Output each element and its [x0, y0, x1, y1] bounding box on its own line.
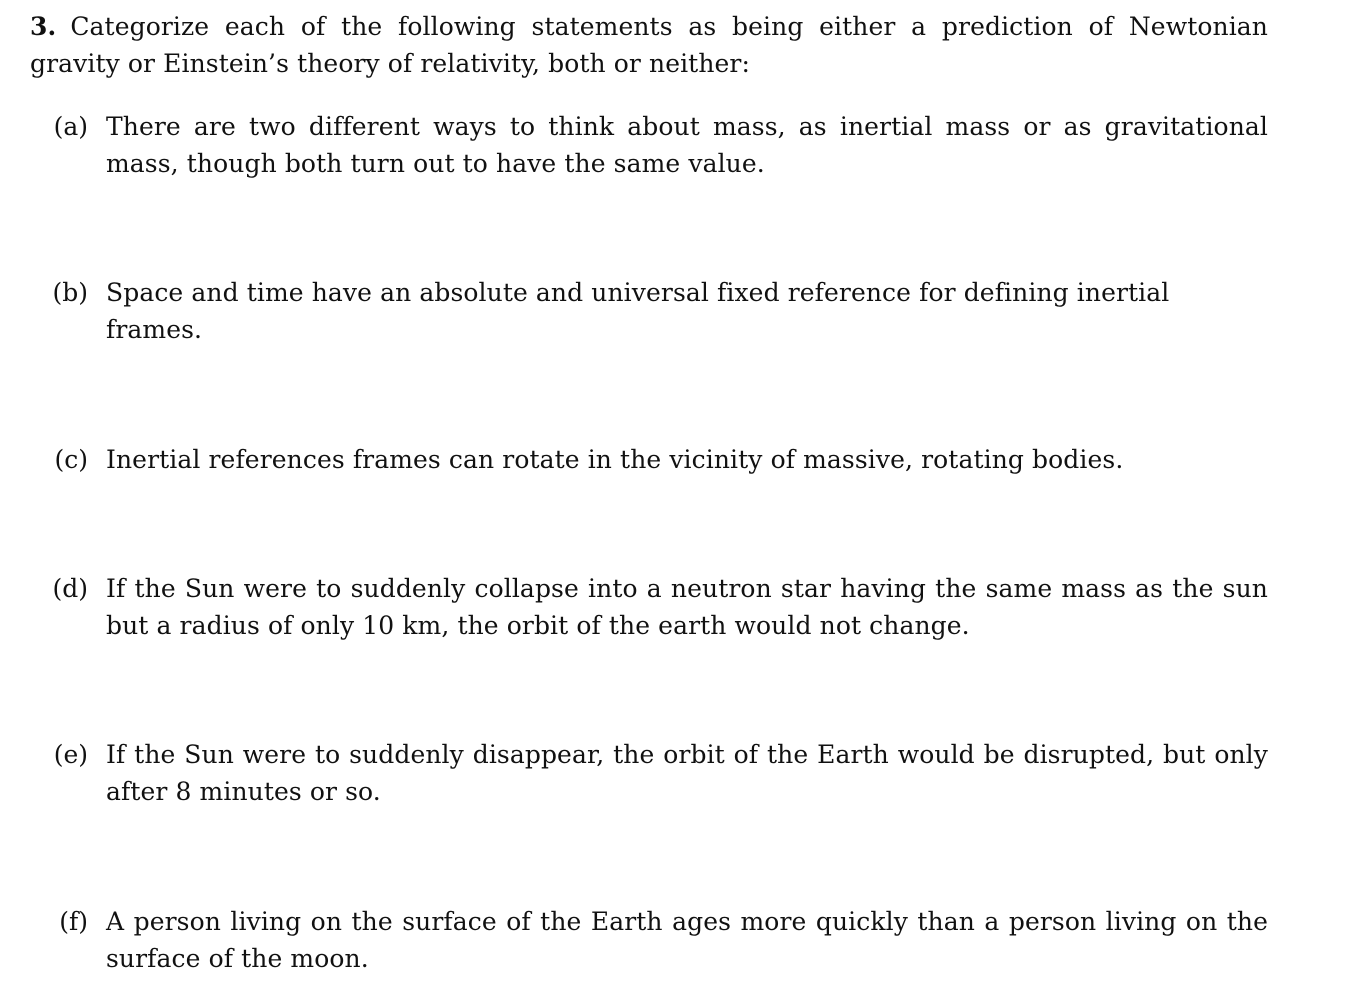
statement-text: If the Sun were to suddenly collapse into a neutron star having the same mass as the sun but a radius of only 10 km, the orbit of the earth would not change. [106, 574, 1268, 640]
statement-text: Inertial references frames can rotate in the vicinity of massive, rotating bodies. [106, 445, 1124, 474]
statement-label: (a) [53, 112, 88, 141]
statement-text: Space and time have an absolute and universal fixed reference for defining inertial frames. [106, 278, 1170, 344]
question-text: Categorize each of the following statements as being either a prediction of Newtonian gravity or Einstein’s theory of relativity, both or neither: [30, 12, 1268, 78]
statement-text: There are two different ways to think about mass, as inertial mass or as gravitational mass, though both turn out to have the same value. [106, 112, 1268, 178]
statement-label: (b) [52, 278, 88, 307]
statement-text: If the Sun were to suddenly disappear, the orbit of the Earth would be disrupted, but only after 8 minutes or so. [106, 740, 1268, 806]
statement-label: (f) [59, 907, 88, 936]
statement-label: (d) [52, 574, 88, 603]
statement-label: (e) [53, 740, 88, 769]
question-number: 3. [30, 12, 57, 41]
statement-label: (c) [54, 445, 88, 474]
statement-text: A person living on the surface of the Earth ages more quickly than a person living on the surface of the moon. [106, 907, 1268, 973]
question-prompt [30, 8, 1268, 82]
